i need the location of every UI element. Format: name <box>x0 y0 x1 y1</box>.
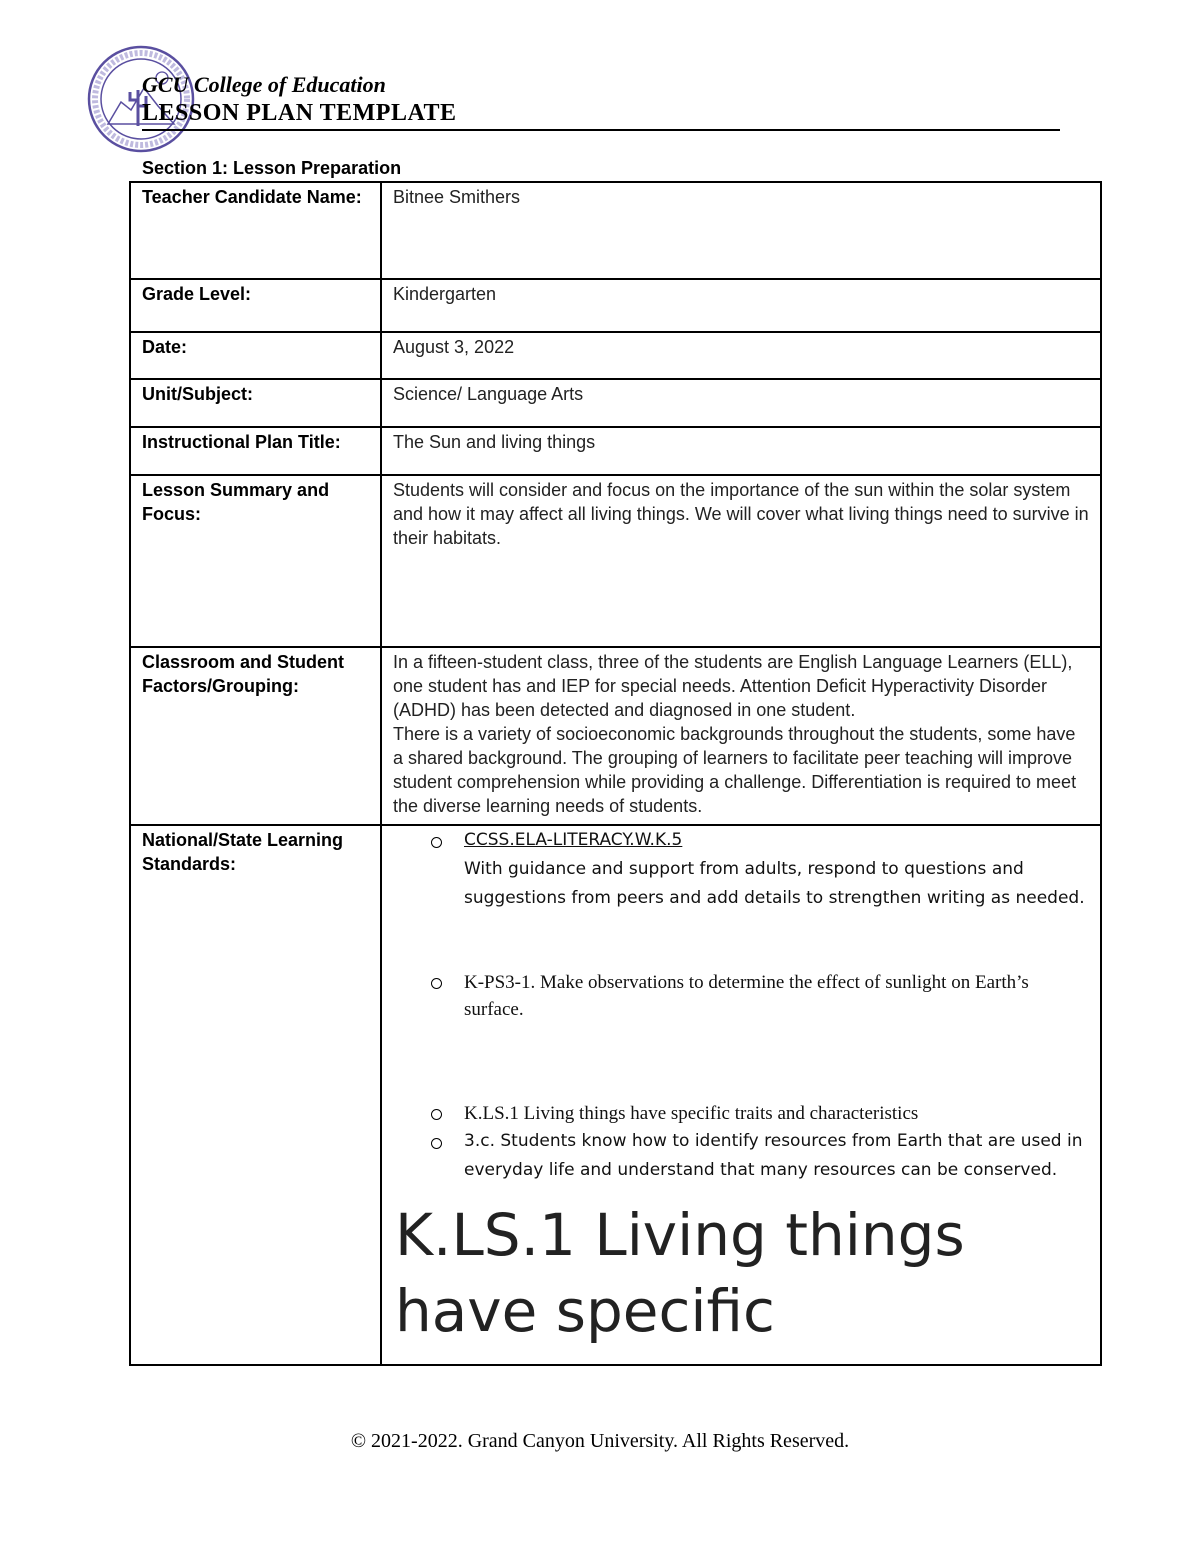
document-title: LESSON PLAN TEMPLATE <box>142 100 457 126</box>
header-divider <box>142 129 1060 131</box>
unit-subject-value: Science/ Language Arts <box>381 379 1101 427</box>
table-row-unit <box>130 379 1101 427</box>
list-item <box>393 1100 1090 1127</box>
large-standard-text: K.LS.1 Living things have specific <box>395 1201 965 1345</box>
date-label: Date: <box>130 332 381 379</box>
table-row-classroom <box>130 647 1101 825</box>
college-name: GCU College of Education <box>142 72 386 97</box>
copyright-footer: © 2021-2022. Grand Canyon University. All Rights Reserved. <box>350 1430 850 1452</box>
standard-text: K.LS.1 Living things have specific traits and characteristics <box>464 1103 919 1124</box>
standards-value <box>381 825 1101 1365</box>
hollow-bullet-icon <box>431 837 442 848</box>
standards-list <box>393 826 1090 1185</box>
standard-text: K-PS3-1. Make observations to determine the effect of sunlight on Earth’s surface. <box>464 972 1029 1020</box>
hollow-bullet-icon <box>431 1109 442 1120</box>
teacher-name-label: Teacher Candidate Name: <box>130 182 381 279</box>
hollow-bullet-icon <box>431 1138 442 1149</box>
university-seal-logo <box>86 44 196 154</box>
table-row-standards <box>130 825 1101 1365</box>
classroom-factors-value <box>381 647 1101 825</box>
standard-text: 3.c. Students know how to identify resources from Earth that are used in everyday life and understand that many resources can be conserved. <box>464 1131 1083 1180</box>
table-row-grade <box>130 279 1101 332</box>
lesson-summary-value: Students will consider and focus on the importance of the sun within the solar system and how it may affect all living things. We will cover what living things need to survive in their habitats. <box>381 475 1101 647</box>
standard-code-link[interactable]: CCSS.ELA-LITERACY.W.K.5 <box>464 830 683 850</box>
standard-text: With guidance and support from adults, respond to questions and suggestions from peers and add details to strengthen writing as needed. <box>464 859 1085 908</box>
lesson-preparation-table <box>129 181 1102 1366</box>
lesson-summary-label: Lesson Summary and Focus: <box>130 475 381 647</box>
plan-title-label: Instructional Plan Title: <box>130 427 381 475</box>
classroom-factors-label: Classroom and Student Factors/Grouping: <box>130 647 381 825</box>
section-heading: Section 1: Lesson Preparation <box>142 158 402 178</box>
table-row-title <box>130 427 1101 475</box>
classroom-factors-paragraph: There is a variety of socioeconomic backgrounds throughout the students, some have a shared background. The grouping of learners to facilitate peer teaching will improve student comprehension while providing a challenge. Differentiation is required to meet the diverse learning needs of students. <box>393 724 1077 816</box>
teacher-name-value: Bitnee Smithers <box>381 182 1101 279</box>
hollow-bullet-icon <box>431 978 442 989</box>
unit-subject-label: Unit/Subject: <box>130 379 381 427</box>
list-item <box>393 1127 1090 1185</box>
standards-label: National/State Learning Standards: <box>130 825 381 1365</box>
grade-level-value: Kindergarten <box>381 279 1101 332</box>
table-row-date <box>130 332 1101 379</box>
list-item <box>393 969 1090 1023</box>
plan-title-value: The Sun and living things <box>381 427 1101 475</box>
grade-level-label: Grade Level: <box>130 279 381 332</box>
table-row-teacher <box>130 182 1101 279</box>
date-value: August 3, 2022 <box>381 332 1101 379</box>
table-row-summary <box>130 475 1101 647</box>
classroom-factors-paragraph: In a fifteen-student class, three of the students are English Language Learners (ELL), one student has and IEP for special needs. Attention Deficit Hyperactivity Disorder (ADHD) has been detected and diagnosed in one student. <box>393 652 1073 720</box>
list-item <box>393 826 1090 913</box>
